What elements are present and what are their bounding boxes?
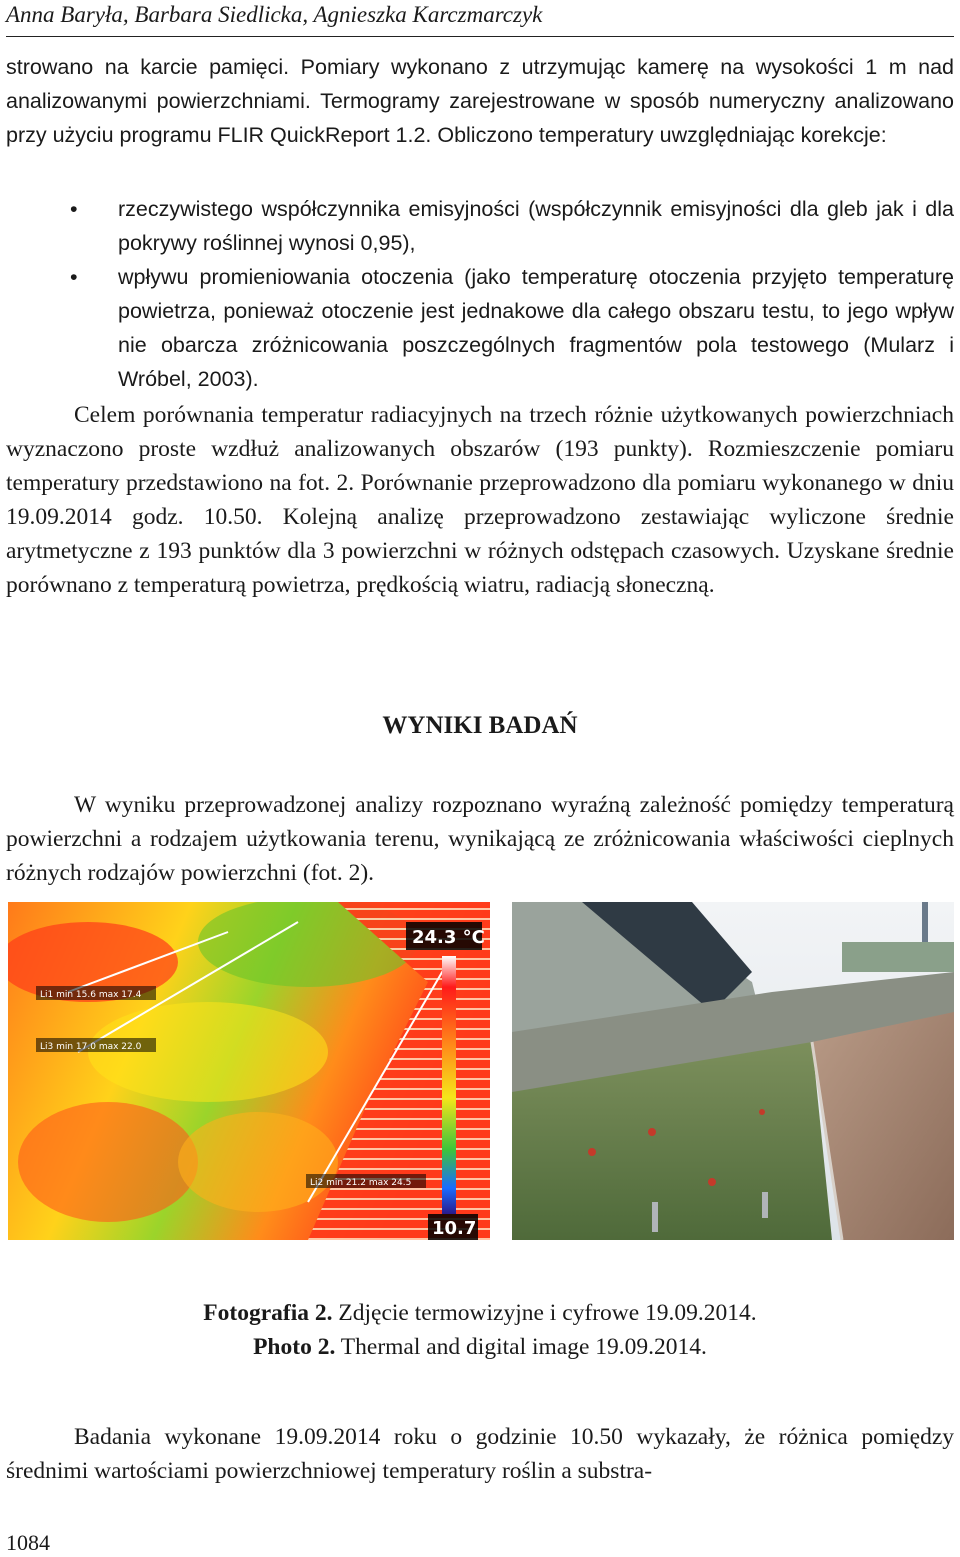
line-1-label: Li1 min 15.6 max 17.4 — [40, 990, 142, 1000]
max-temp-label: 24.3 °C — [412, 927, 485, 948]
list-item — [70, 192, 954, 260]
caption-polish-text: Zdjęcie termowizyjne i cyfrowe 19.09.2014. — [332, 1300, 757, 1326]
section-heading: WYNIKI BADAŃ — [382, 712, 578, 739]
caption-polish-label: Fotografia 2. — [203, 1300, 333, 1326]
bullet-icon: • — [70, 197, 78, 221]
caption-polish — [0, 1300, 960, 1327]
caption-english-text: Thermal and digital image 19.09.2014. — [335, 1334, 707, 1360]
temperature-scale-bar — [442, 956, 456, 1214]
min-temp-label: 10.7 — [432, 1218, 477, 1239]
paragraph-methods: strowano na karcie pamięci. Pomiary wykonano z utrzymując kamerę na wysokości 1 m nad analizowanymi powierzchniami. Termogramy zarejestrowane w sposób numeryczny analizowano przy użyciu programu FLIR QuickReport 1.2. Obliczono temperatury uwzględniając korekcje: — [6, 55, 954, 147]
line-3-label: Li3 min 17.0 max 22.0 — [40, 1042, 142, 1052]
running-header-authors: Anna Baryła, Barbara Siedlicka, Agnieszka Karczmarczyk — [6, 2, 543, 27]
list-item — [70, 260, 954, 396]
paragraph-comparison: Celem porównania temperatur radiacyjnych na trzech różnie użytkowanych powierzchniach wyznaczono proste wzdłuż analizowanych obszarów (193 punkty). Rozmieszczenie pomiaru temperatury przedstawiono na fot. 2. Porównanie przeprowadzono dla pomiaru wykonanego w dniu 19.09.2014 godz. 10.50. Kolejną analizę przeprowadzono zestawiając wyliczone średnie arytmetyczne z 193 punktów dla 3 powierzchni w różnych odstępach czasowych. Uzyskane średnie porównano z temperaturą powietrza, prędkością wiatru, radiacją słoneczną. — [6, 402, 954, 598]
bullet-icon: • — [70, 265, 78, 289]
page-number: 1084 — [6, 1530, 50, 1555]
list-item-text: rzeczywistego współczynnika emisyjności (współczynnik emisyjności dla gleb jak i dla pokrywy roślinnej wynosi 0,95), — [118, 197, 954, 255]
paragraph-results: W wyniku przeprowadzonej analizy rozpoznano wyraźną zależność pomiędzy temperaturą powierzchni a rodzajem użytkowania terenu, wynikającą ze zróżnicowania właściwości cieplnych różnych rodzajów powierzchni (fot. 2). — [6, 792, 954, 886]
correction-list — [70, 192, 954, 396]
thermal-image — [8, 902, 490, 1240]
header-rule — [6, 36, 954, 37]
list-item-text: wpływu promieniowania otoczenia (jako temperaturę otoczenia przyjęto temperaturę powietrza, ponieważ otoczenie jest jednakowe dla całego obszaru testu, to jego wpływ nie obarcza zróżnicowania poszczególnych fragmentów pola testowego (Mularz i Wróbel, 2003). — [118, 265, 954, 391]
caption-english-label: Photo 2. — [253, 1334, 336, 1360]
line-2-label: Li2 min 21.2 max 24.5 — [310, 1178, 412, 1188]
caption-english — [0, 1334, 960, 1361]
paragraph-final: Badania wykonane 19.09.2014 roku o godzinie 10.50 wykazały, że różnica pomiędzy średnimi wartościami powierzchniowej temperatury roślin a substra- — [6, 1424, 954, 1484]
digital-photo — [512, 902, 954, 1240]
